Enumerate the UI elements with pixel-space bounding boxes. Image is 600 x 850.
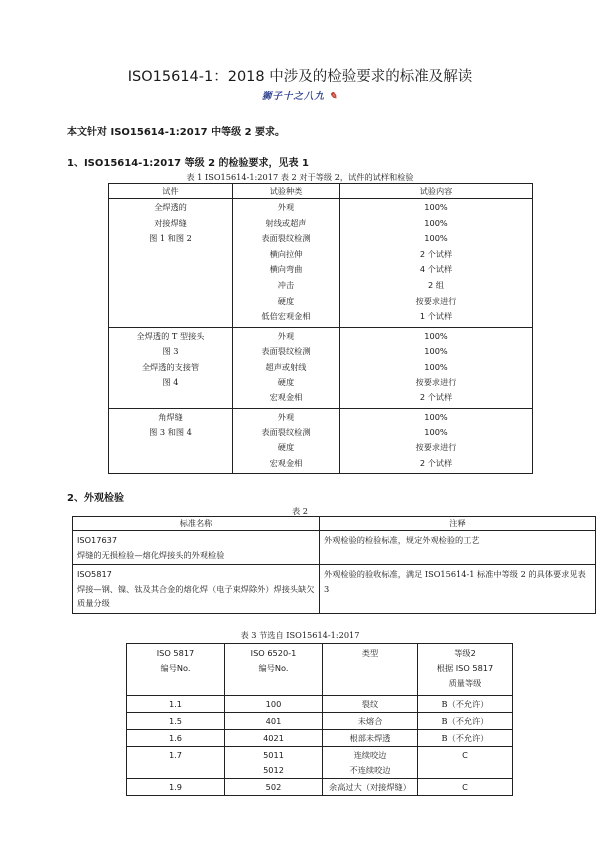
table-row — [109, 327, 533, 408]
quality-level: B（不允许） — [418, 713, 513, 730]
table1-header-test-type: 试验种类 — [233, 184, 340, 199]
test-extent: 4 个试样 — [419, 264, 453, 275]
test-extent: 100% — [424, 411, 448, 422]
imperfection-type — [323, 747, 418, 779]
iso5817-number: 1.6 — [127, 730, 225, 747]
test-type: 硬度 — [277, 376, 295, 387]
test-extent: 100% — [424, 202, 448, 212]
specimen-line: 图 1 和图 2 — [149, 233, 192, 244]
test-extent: 按要求进行 — [415, 376, 457, 387]
test-extent: 2 个试样 — [419, 248, 453, 259]
test-type: 冲击 — [277, 279, 295, 290]
test-extent: 2 组 — [428, 279, 444, 290]
cell-line: 不连续咬边 — [349, 764, 391, 775]
quality-level: B（不允许） — [418, 730, 513, 747]
cell-line: 5011 — [263, 750, 284, 760]
intro-text: 本文针对 ISO15614-1:2017 中等级 2 要求。 — [67, 127, 286, 138]
test-type: 横向弯曲 — [269, 264, 303, 275]
header-line: 根据 ISO 5817 — [436, 663, 494, 673]
header-line: 等级2 — [454, 648, 476, 658]
test-type: 超声或射线 — [265, 361, 307, 372]
table1-header-test-extent: 试验内容 — [340, 184, 533, 199]
iso6520-number: 100 — [225, 696, 323, 713]
test-extent: 1 个试样 — [419, 311, 453, 322]
iso6520-number — [225, 747, 323, 779]
test-extent: 按要求进行 — [415, 295, 457, 306]
header-line: 质量等级 — [448, 678, 482, 688]
table3-header-iso5817 — [127, 644, 225, 696]
specimen-line: 全焊透的 T 型接头 — [136, 330, 205, 341]
specimen-line: 角焊缝 — [158, 411, 183, 422]
standard-code: ISO5817 — [77, 569, 112, 579]
inspection-requirements-table — [108, 183, 533, 474]
header-line: ISO 6520-1 — [250, 648, 297, 658]
table-row — [73, 531, 596, 565]
test-extent: 2 个试样 — [419, 392, 453, 403]
standard-note: 外观检验的验收标准，满足 ISO15614-1 标准中等级 2 的具体要求见表 3 — [320, 565, 596, 614]
table-row — [127, 779, 513, 796]
standards-table — [72, 516, 596, 614]
table2-header-note: 注释 — [320, 517, 596, 531]
section1-heading: 1、ISO15614-1:2017 等级 2 的检验要求，见表 1 — [67, 158, 309, 169]
table-row — [109, 199, 533, 328]
table3-header-level — [418, 644, 513, 696]
test-type: 硬度 — [277, 295, 295, 306]
specimen-line: 对接焊缝 — [154, 217, 187, 228]
table-row — [109, 408, 533, 474]
test-extent: 100% — [424, 330, 448, 341]
table-row — [127, 696, 513, 713]
specimen-line: 全焊透的 — [154, 202, 187, 212]
test-type: 外观 — [277, 202, 295, 212]
table-row — [127, 713, 513, 730]
test-type: 外观 — [277, 330, 295, 341]
iso5817-number: 1.1 — [127, 696, 225, 713]
header-line: 编号No. — [258, 663, 289, 673]
test-extent: 100% — [424, 361, 448, 372]
specimen-line: 图 3 — [162, 346, 179, 357]
imperfection-type: 未熔合 — [323, 713, 418, 730]
table1-caption: 表 1 ISO15614-1:2017 表 2 对于等级 2，试件的试样和检验 — [186, 172, 414, 182]
test-type: 表面裂纹检测 — [261, 233, 311, 244]
specimen-line: 图 3 和图 4 — [149, 427, 192, 438]
section2-heading: 2、外观检验 — [67, 493, 124, 504]
quality-level: C — [418, 779, 513, 796]
quality-level — [418, 747, 513, 779]
iso6520-number: 502 — [225, 779, 323, 796]
test-extent: 100% — [424, 346, 448, 357]
iso5817-number — [127, 747, 225, 779]
standard-name: 焊接—钢、镍、钛及其合金的熔化焊（电子束焊除外）焊接头缺欠质量分级 — [77, 583, 315, 608]
header-line: 编号No. — [160, 663, 191, 673]
table3-header-iso6520 — [225, 644, 323, 696]
standard-name: 焊缝的无损检验—熔化焊接头的外观检验 — [77, 549, 225, 560]
test-type: 硬度 — [277, 442, 295, 453]
test-type: 横向拉伸 — [269, 248, 303, 259]
cell-line: 5012 — [263, 764, 284, 775]
table2-caption: 表 2 — [292, 506, 308, 516]
iso5817-number: 1.5 — [127, 713, 225, 730]
imperfection-type: 裂纹 — [323, 696, 418, 713]
test-extent: 100% — [424, 233, 448, 244]
quality-level: B（不允许） — [418, 696, 513, 713]
table3-header-type — [323, 644, 418, 696]
standard-code: ISO17637 — [77, 535, 118, 545]
test-type: 表面裂纹检测 — [261, 346, 311, 357]
pen-icon: ✎ — [329, 91, 339, 102]
test-extent: 按要求进行 — [415, 442, 457, 453]
specimen-line: 图 4 — [162, 376, 179, 387]
table-row — [73, 565, 596, 614]
test-type: 外观 — [277, 411, 295, 422]
table-row — [127, 730, 513, 747]
author-name: 狮子十之八九 — [261, 91, 325, 102]
test-extent: 100% — [424, 217, 448, 228]
header-line: ISO 5817 — [156, 648, 195, 658]
imperfection-type: 根部未焊透 — [323, 730, 418, 747]
test-type: 低倍宏观金相 — [261, 311, 311, 322]
table2-header-standard: 标准名称 — [73, 517, 320, 531]
test-type: 表面裂纹检测 — [261, 427, 311, 438]
specimen-line: 全焊透的支接管 — [141, 361, 200, 372]
header-line: 类型 — [361, 648, 379, 658]
iso5817-number: 1.9 — [127, 779, 225, 796]
cell-line: 1.7 — [168, 750, 183, 760]
test-extent: 100% — [424, 427, 448, 438]
test-type: 射线或超声 — [265, 217, 307, 228]
author-byline — [0, 88, 600, 102]
table3-caption: 表 3 节选自 ISO15614-1:2017 — [240, 630, 360, 640]
iso6520-number: 4021 — [225, 730, 323, 747]
iso6520-number: 401 — [225, 713, 323, 730]
quality-level-table — [126, 643, 513, 796]
imperfection-type: 余高过大（对接焊缝） — [323, 779, 418, 796]
table-row — [127, 747, 513, 779]
test-type: 宏观金相 — [269, 457, 303, 468]
cell-line: C — [462, 750, 468, 760]
cell-line: 连续咬边 — [353, 750, 387, 760]
table1-header-specimen: 试件 — [109, 184, 233, 199]
test-type: 宏观金相 — [269, 392, 303, 403]
standard-note: 外观检验的检验标准，规定外观检验的工艺 — [324, 535, 480, 545]
document-title: ISO15614-1：2018 中涉及的检验要求的标准及解读 — [127, 69, 473, 85]
test-extent: 2 个试样 — [419, 457, 453, 468]
